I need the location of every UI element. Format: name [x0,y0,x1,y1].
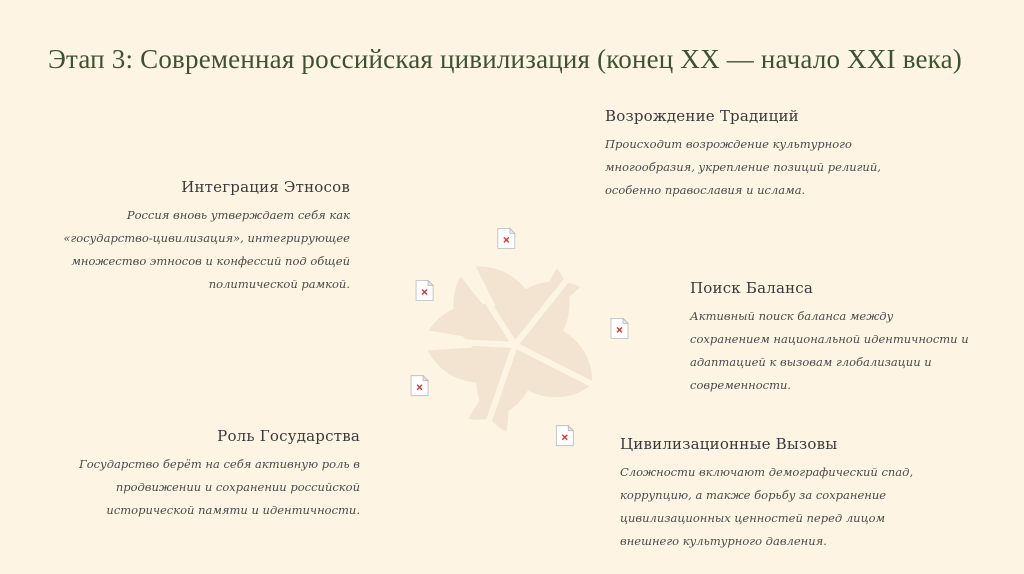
integration-block [50,178,350,296]
state-text [60,453,360,522]
state-line: Государство берёт на себя активную роль в [79,457,360,471]
revival-text [605,133,905,202]
challenges-line: внешнего культурного давления. [620,534,827,548]
broken-image-icon [416,281,433,301]
challenges-line: Сложности включают демографический спад, [620,465,914,479]
integration-line: политической рамкой. [208,277,350,291]
challenges-heading: Цивилизационные Вызовы [620,435,838,453]
balance-block [690,279,990,397]
integration-heading: Интеграция Этносов [181,178,350,196]
broken-image-icon [411,376,428,396]
revival-line: особенно православия и ислама. [605,183,806,197]
balance-text [690,305,990,397]
challenges-block [620,435,930,553]
challenges-line: коррупцию, а также борьбу за сохранение [620,488,887,502]
state-line: продвижении и сохранении российской [115,480,360,494]
balance-line: сохранением национальной идентичности и [690,332,969,346]
state-heading: Роль Государства [217,427,360,445]
balance-heading: Поиск Баланса [690,279,814,297]
integration-line: «государство-цивилизация», интегрирующее [63,231,350,245]
balance-line: современности. [690,378,792,392]
integration-line: множество этносов и конфессий под общей [71,254,350,268]
broken-image-icon [611,318,628,338]
integration-line: Россия вновь утверждает себя как [126,208,350,222]
balance-line: Активный поиск баланса между [690,309,894,323]
revival-heading: Возрождение Традиций [605,107,799,125]
integration-text [50,204,350,296]
revival-line: Происходит возрождение культурного [605,137,852,151]
state-block [60,427,360,522]
challenges-text [620,461,930,553]
balance-line: адаптацией к вызовам глобализации и [690,355,932,369]
revival-line: многообразия, укрепление позиций религий, [605,160,881,174]
state-line: исторической памяти и идентичности. [106,503,360,517]
broken-image-icon [498,228,515,248]
challenges-line: цивилизационных ценностей перед лицом [620,511,886,525]
broken-image-icon [556,426,573,446]
revival-block [605,107,905,202]
page-title: Этап 3: Современная российская цивилизация (конец XX — начало XXI века) [48,44,962,74]
